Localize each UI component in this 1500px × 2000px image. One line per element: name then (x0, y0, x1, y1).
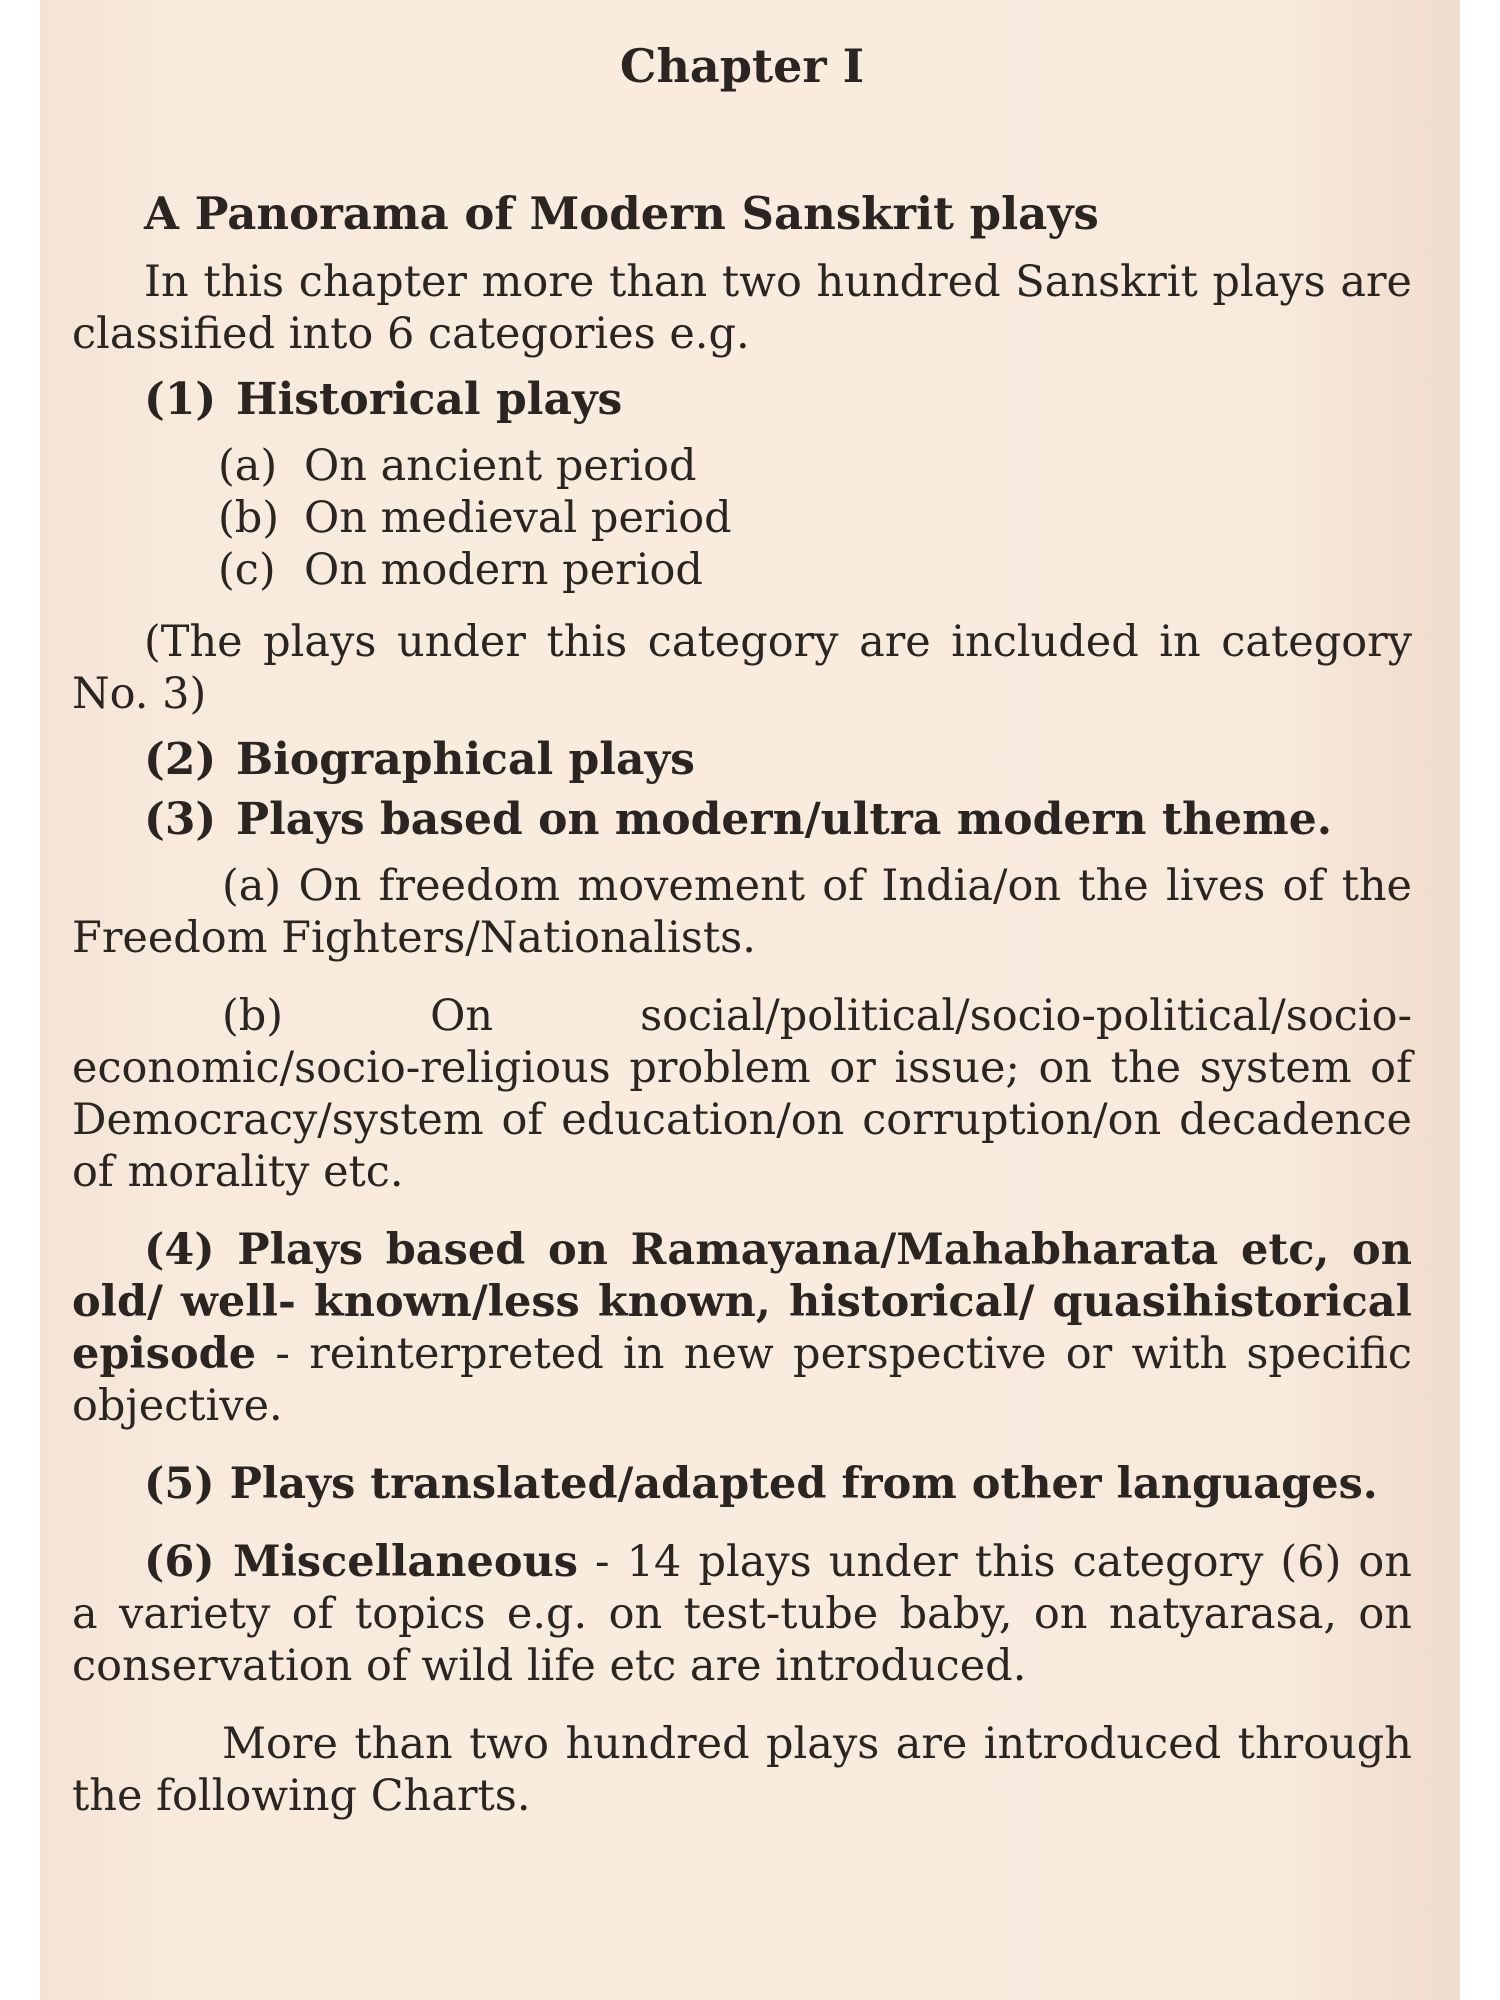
category-6-bold: (6) Miscellaneous (144, 1537, 578, 1587)
sub-c-text: On modern period (304, 545, 703, 595)
category-1-sub-a (218, 440, 1412, 492)
category-4-paragraph (72, 1224, 1412, 1432)
category-1-sub-b (218, 492, 1412, 544)
intro-paragraph: In this chapter more than two hundred Sanskrit plays are classified into 6 categories e.g. (72, 257, 1412, 359)
category-2-label: Biographical plays (236, 734, 695, 785)
category-2-heading (144, 734, 1412, 786)
category-1-number: (1) (144, 374, 217, 425)
category-1-label: Historical plays (236, 374, 623, 425)
category-5-paragraph: (5) Plays translated/adapted from other languages. (144, 1459, 1378, 1509)
sub-a-text: On ancient period (304, 441, 697, 491)
category-3-label: Plays based on modern/ultra modern theme. (236, 794, 1333, 845)
category-6-rest: - 14 plays under this category (6) on a variety of topics e.g. on test-tube baby, on natyarasa, on conservation of wild life etc are introduced. (72, 1537, 1412, 1691)
book-page (40, 0, 1460, 2000)
sub-b-label: (b) (218, 493, 280, 543)
page-content (72, 40, 1412, 1822)
category-3-heading (144, 794, 1412, 846)
sub-a-label: (a) (218, 441, 278, 491)
category-6-paragraph (72, 1536, 1412, 1692)
category-3-sub-a: (a) On freedom movement of India/on the lives of the Freedom Fighters/Nationalists. (72, 861, 1412, 963)
sub-b-text: On medieval period (304, 493, 732, 543)
closing-paragraph: More than two hundred plays are introduced through the following Charts. (72, 1719, 1412, 1821)
category-4-bold: (4) Plays based on Ramayana/Mahabharata etc, on old/ well- known/less known, historical/ quasihistorical episode (72, 1225, 1412, 1379)
category-3-number: (3) (144, 794, 217, 845)
category-1-sub-c (218, 544, 1412, 596)
category-1-note: (The plays under this category are included in category No. 3) (72, 617, 1412, 719)
chapter-heading: Chapter I (619, 39, 865, 93)
category-3-sub-b: (b) On social/political/socio-political/socio-economic/socio-religious problem or issue; on the system of Democracy/system of education/on corruption/on decadence of morality etc. (72, 991, 1412, 1197)
category-2-number: (2) (144, 734, 217, 785)
section-title: A Panorama of Modern Sanskrit plays (144, 187, 1099, 240)
sub-c-label: (c) (218, 545, 276, 595)
category-4-rest: - reinterpreted in new perspective or with specific objective. (72, 1329, 1412, 1431)
category-1-heading (144, 374, 1412, 426)
